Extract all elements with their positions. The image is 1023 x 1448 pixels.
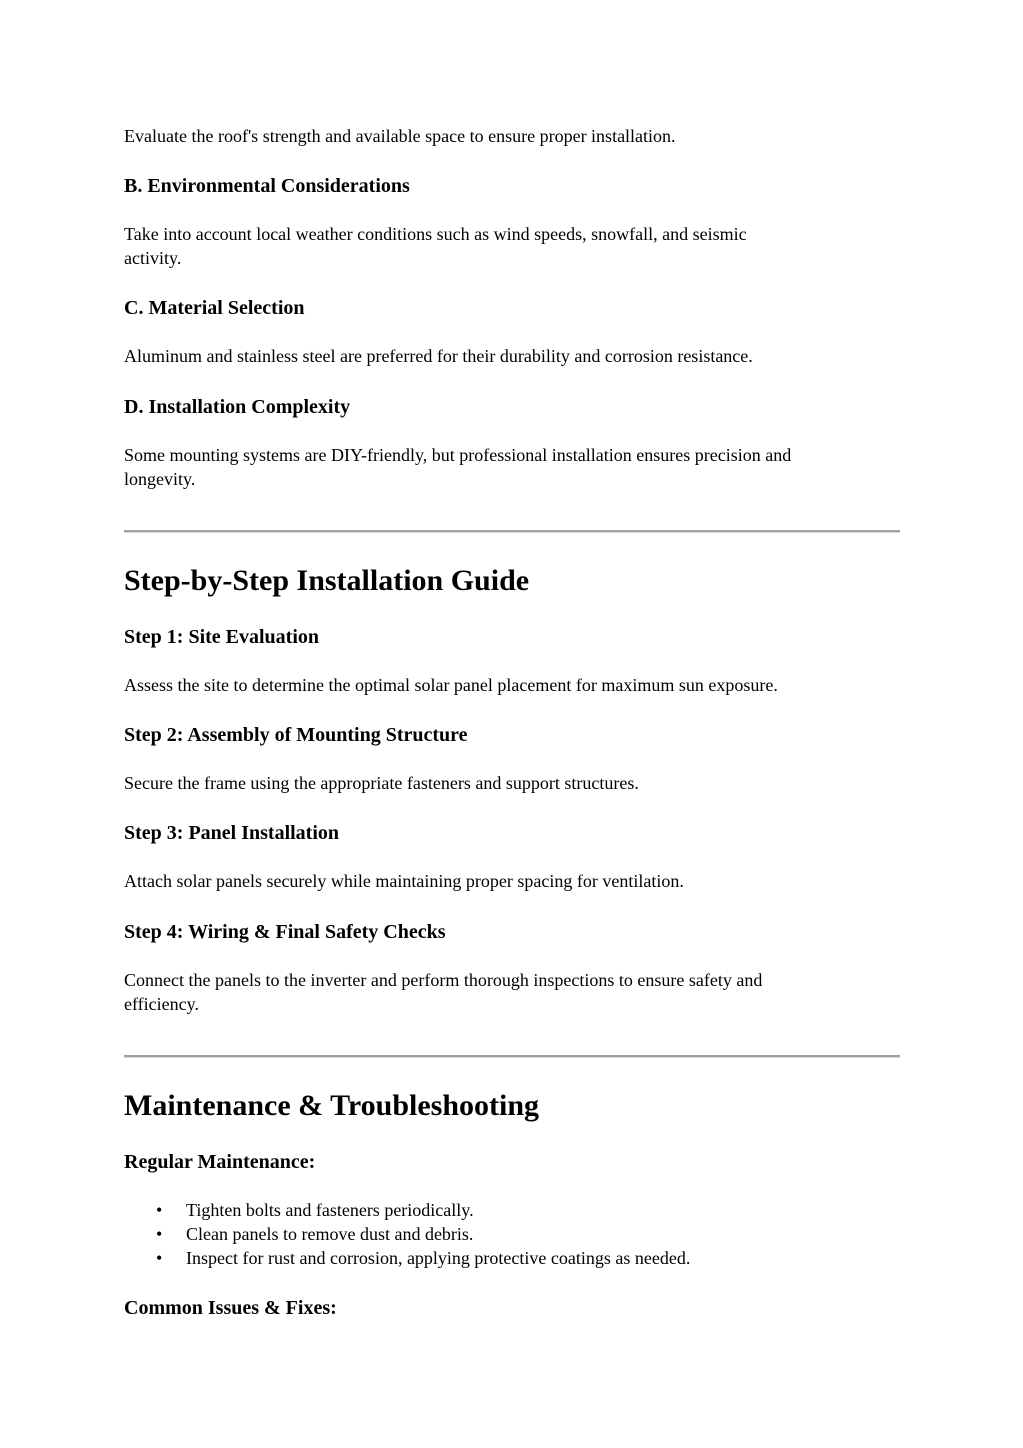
material-heading: C. Material Selection [124, 297, 305, 319]
bullet-icon: • [156, 1248, 163, 1268]
complexity-heading: D. Installation Complexity [124, 396, 351, 418]
regular-maintenance-heading: Regular Maintenance: [124, 1151, 316, 1173]
complexity-paragraph-line-2: longevity. [124, 469, 196, 489]
material-paragraph: Aluminum and stainless steel are preferred for their durability and corrosion resistance. [124, 346, 753, 366]
step-1-paragraph: Assess the site to determine the optimal solar panel placement for maximum sun exposure. [124, 675, 778, 695]
list-item: • Clean panels to remove dust and debris. [156, 1224, 474, 1244]
environmental-paragraph-line-2: activity. [124, 248, 182, 268]
step-3-heading: Step 3: Panel Installation [124, 822, 340, 844]
maintenance-title: Maintenance & Troubleshooting [124, 1089, 540, 1122]
bullet-icon: • [156, 1224, 163, 1244]
installation-title: Step-by-Step Installation Guide [124, 564, 530, 597]
environmental-heading: B. Environmental Considerations [124, 175, 410, 197]
list-item: • Inspect for rust and corrosion, applying protective coatings as needed. [156, 1248, 691, 1268]
step-4-heading: Step 4: Wiring & Final Safety Checks [124, 921, 446, 943]
step-4-paragraph-line-1: Connect the panels to the inverter and perform thorough inspections to ensure safety and [124, 970, 763, 990]
step-1-heading: Step 1: Site Evaluation [124, 626, 320, 648]
step-2-heading: Step 2: Assembly of Mounting Structure [124, 724, 468, 746]
section-divider [124, 1055, 900, 1058]
step-2-paragraph: Secure the frame using the appropriate fasteners and support structures. [124, 773, 639, 793]
environmental-paragraph-line-1: Take into account local weather conditions such as wind speeds, snowfall, and seismic [124, 224, 747, 244]
list-item: • Tighten bolts and fasteners periodically. [156, 1200, 474, 1220]
section-divider [124, 530, 900, 533]
complexity-paragraph-line-1: Some mounting systems are DIY-friendly, but professional installation ensures precision and [124, 445, 792, 465]
bullet-icon: • [156, 1200, 163, 1220]
step-3-paragraph: Attach solar panels securely while maintaining proper spacing for ventilation. [124, 871, 684, 891]
intro-paragraph: Evaluate the roof's strength and available space to ensure proper installation. [124, 126, 676, 146]
regular-maintenance-list [124, 1198, 690, 1270]
step-4-paragraph-line-2: efficiency. [124, 994, 199, 1014]
common-issues-heading: Common Issues & Fixes: [124, 1297, 337, 1319]
